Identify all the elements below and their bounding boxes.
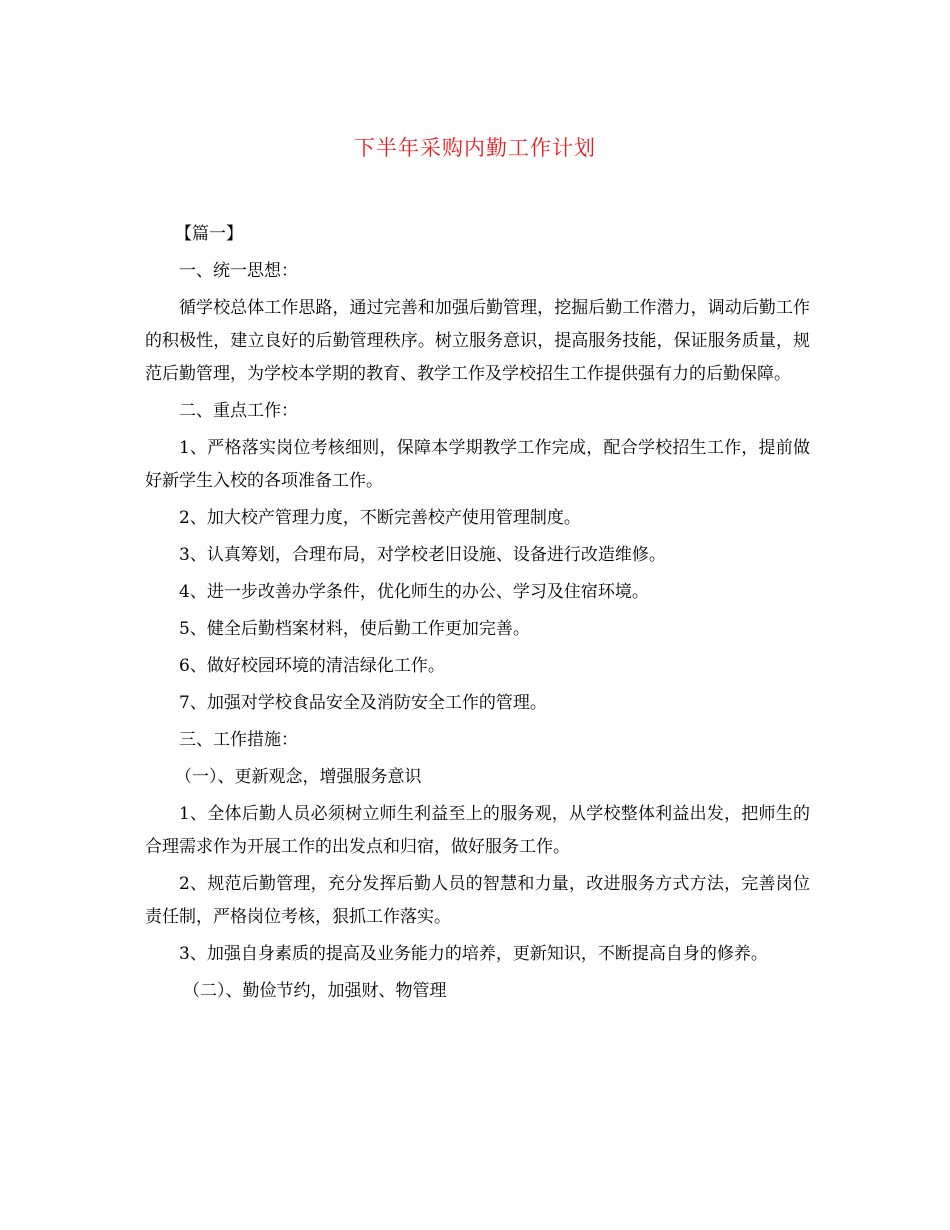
sub-heading-thrift: （二）、勤俭节约，加强财、物管理 (183, 981, 447, 1001)
list-item: 3、认真筹划，合理布局，对学校老旧设施、设备进行改造维修。 (179, 545, 666, 565)
heading-unify-thinking: 一、统一思想： (179, 261, 298, 281)
list-item: 1、严格落实岗位考核细则，保障本学期教学工作完成，配合学校招生工作，提前做好新学生入校的各项准备工作。 (145, 438, 810, 491)
section-label: 【篇一】 (175, 224, 243, 244)
heading-work-measures: 三、工作措施： (179, 730, 298, 750)
list-item: 6、做好校园环境的清洁绿化工作。 (179, 656, 445, 676)
list-item: 7、加强对学校食品安全及消防安全工作的管理。 (179, 693, 547, 713)
list-item: 5、健全后勤档案材料，使后勤工作更加完善。 (179, 619, 530, 639)
list-item: 3、加强自身素质的提高及业务能力的培养，更新知识，不断提高自身的修养。 (179, 944, 768, 964)
list-item: 2、加大校产管理力度，不断完善校产使用管理制度。 (179, 508, 581, 528)
heading-key-work: 二、重点工作： (179, 401, 298, 421)
paragraph-overview: 循学校总体工作思路，通过完善和加强后勤管理，挖掘后勤工作潜力，调动后勤工作的积极性，建立良好的后勤管理秩序。树立服务意识，提高服务技能，保证服务质量，规范后勤管理，为学校本学期的教育、教学工作及学校招生工作提供强有力的后勤保障。 (145, 298, 810, 384)
list-item: 2、规范后勤管理，充分发挥后勤人员的智慧和力量，改进服务方式方法，完善岗位责任制，严格岗位考核，狠抓工作落实。 (145, 874, 810, 927)
document-title: 下半年采购内勤工作计划 (354, 136, 596, 160)
list-item: 4、进一步改善办学条件，优化师生的办公、学习及住宿环境。 (179, 582, 649, 602)
sub-heading-update-concept: （一）、更新观念，增强服务意识 (175, 767, 422, 787)
document-body (145, 218, 810, 1008)
list-item: 1、全体后勤人员必须树立师生利益至上的服务观，从学校整体利益出发，把师生的合理需求作为开展工作的出发点和归宿，做好服务工作。 (145, 804, 810, 857)
